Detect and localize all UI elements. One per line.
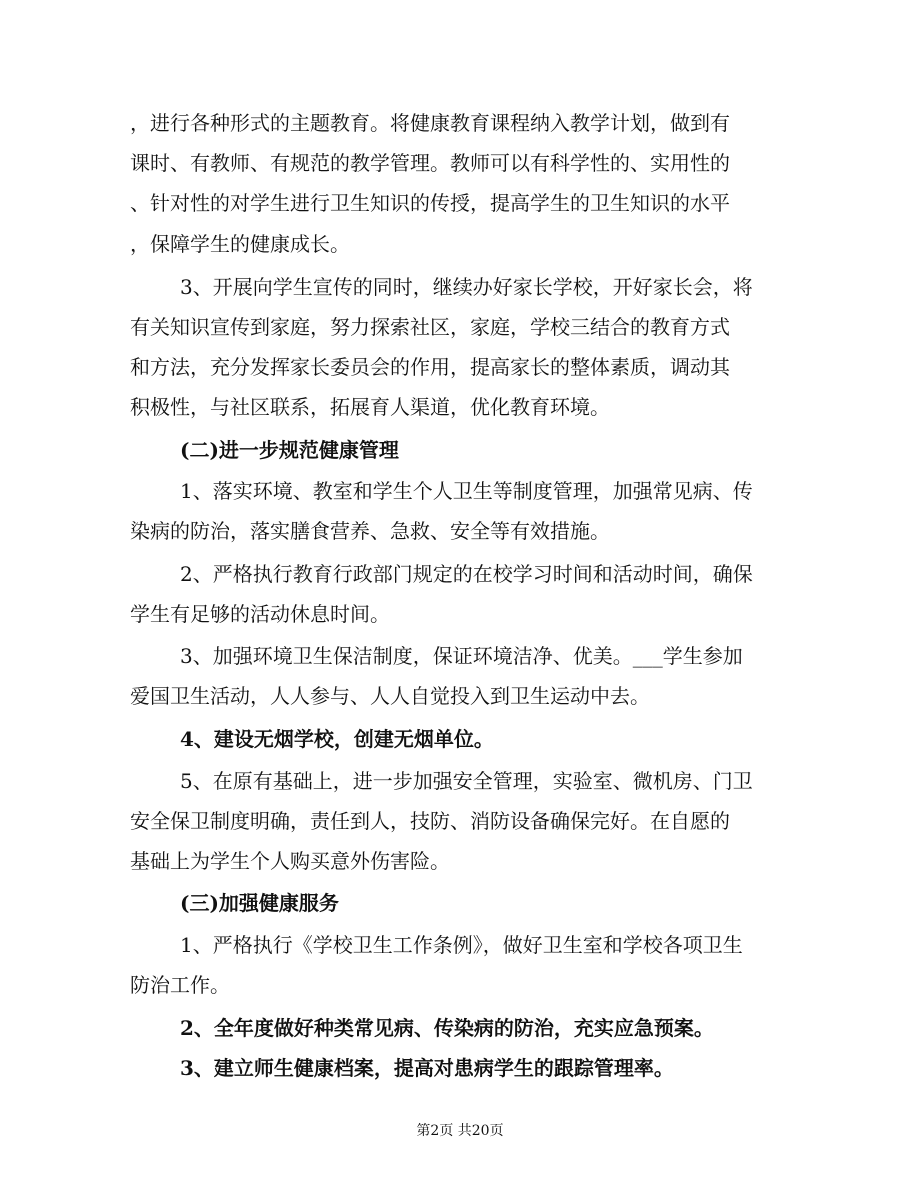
text-line: 有关知识宣传到家庭，努力探索社区，家庭，学校三结合的教育方式 xyxy=(130,315,730,339)
text-line: 基础上为学生个人购买意外伤害险。 xyxy=(130,849,450,873)
text-line: 1、严格执行《学校卫生工作条例》，做好卫生室和学校各项卫生 xyxy=(180,933,743,957)
bold-statement: 4、建设无烟学校，创建无烟单位。 xyxy=(180,727,494,751)
text-line: 5、在原有基础上，进一步加强安全管理，实验室、微机房、门卫 xyxy=(180,769,753,793)
text-line: 安全保卫制度明确，责任到人，技防、消防设备确保完好。在自愿的 xyxy=(130,809,730,833)
text-line: 2、严格执行教育行政部门规定的在校学习时间和活动时间，确保 xyxy=(180,562,753,586)
text-line: 防治工作。 xyxy=(130,973,230,997)
bold-statement: 3、建立师生健康档案，提高对患病学生的跟踪管理率。 xyxy=(180,1056,674,1080)
text-line: ，进行各种形式的主题教育。将健康教育课程纳入教学计划，做到有 xyxy=(130,111,730,135)
bold-statement: 2、全年度做好种类常见病、传染病的防治，充实应急预案。 xyxy=(180,1016,714,1040)
text-line: 课时、有教师、有规范的教学管理。教师可以有科学性的、实用性的 xyxy=(130,151,730,175)
page-footer: 第2页 共20页 xyxy=(416,1123,504,1139)
text-line: 3、加强环境卫生保洁制度，保证环境洁净、优美。___学生参加 xyxy=(180,644,743,668)
section-heading: (二)进一步规范健康管理 xyxy=(180,438,399,462)
text-line: ，保障学生的健康成长。 xyxy=(130,232,350,256)
section-heading: (三)加强健康服务 xyxy=(180,891,339,915)
text-line: 学生有足够的活动休息时间。 xyxy=(130,602,390,626)
text-line: 1、落实环境、教室和学生个人卫生等制度管理，加强常见病、传 xyxy=(180,479,753,503)
text-line: 、针对性的对学生进行卫生知识的传授，提高学生的卫生知识的水平 xyxy=(130,191,730,215)
text-line: 积极性，与社区联系，拓展育人渠道，优化教育环境。 xyxy=(130,395,610,419)
text-line: 染病的防治，落实膳食营养、急救、安全等有效措施。 xyxy=(130,519,610,543)
text-line: 3、开展向学生宣传的同时，继续办好家长学校，开好家长会，将 xyxy=(180,275,753,299)
text-line: 和方法，充分发挥家长委员会的作用，提高家长的整体素质，调动其 xyxy=(130,355,730,379)
text-line: 爱国卫生活动，人人参与、人人自觉投入到卫生运动中去。 xyxy=(130,684,650,708)
